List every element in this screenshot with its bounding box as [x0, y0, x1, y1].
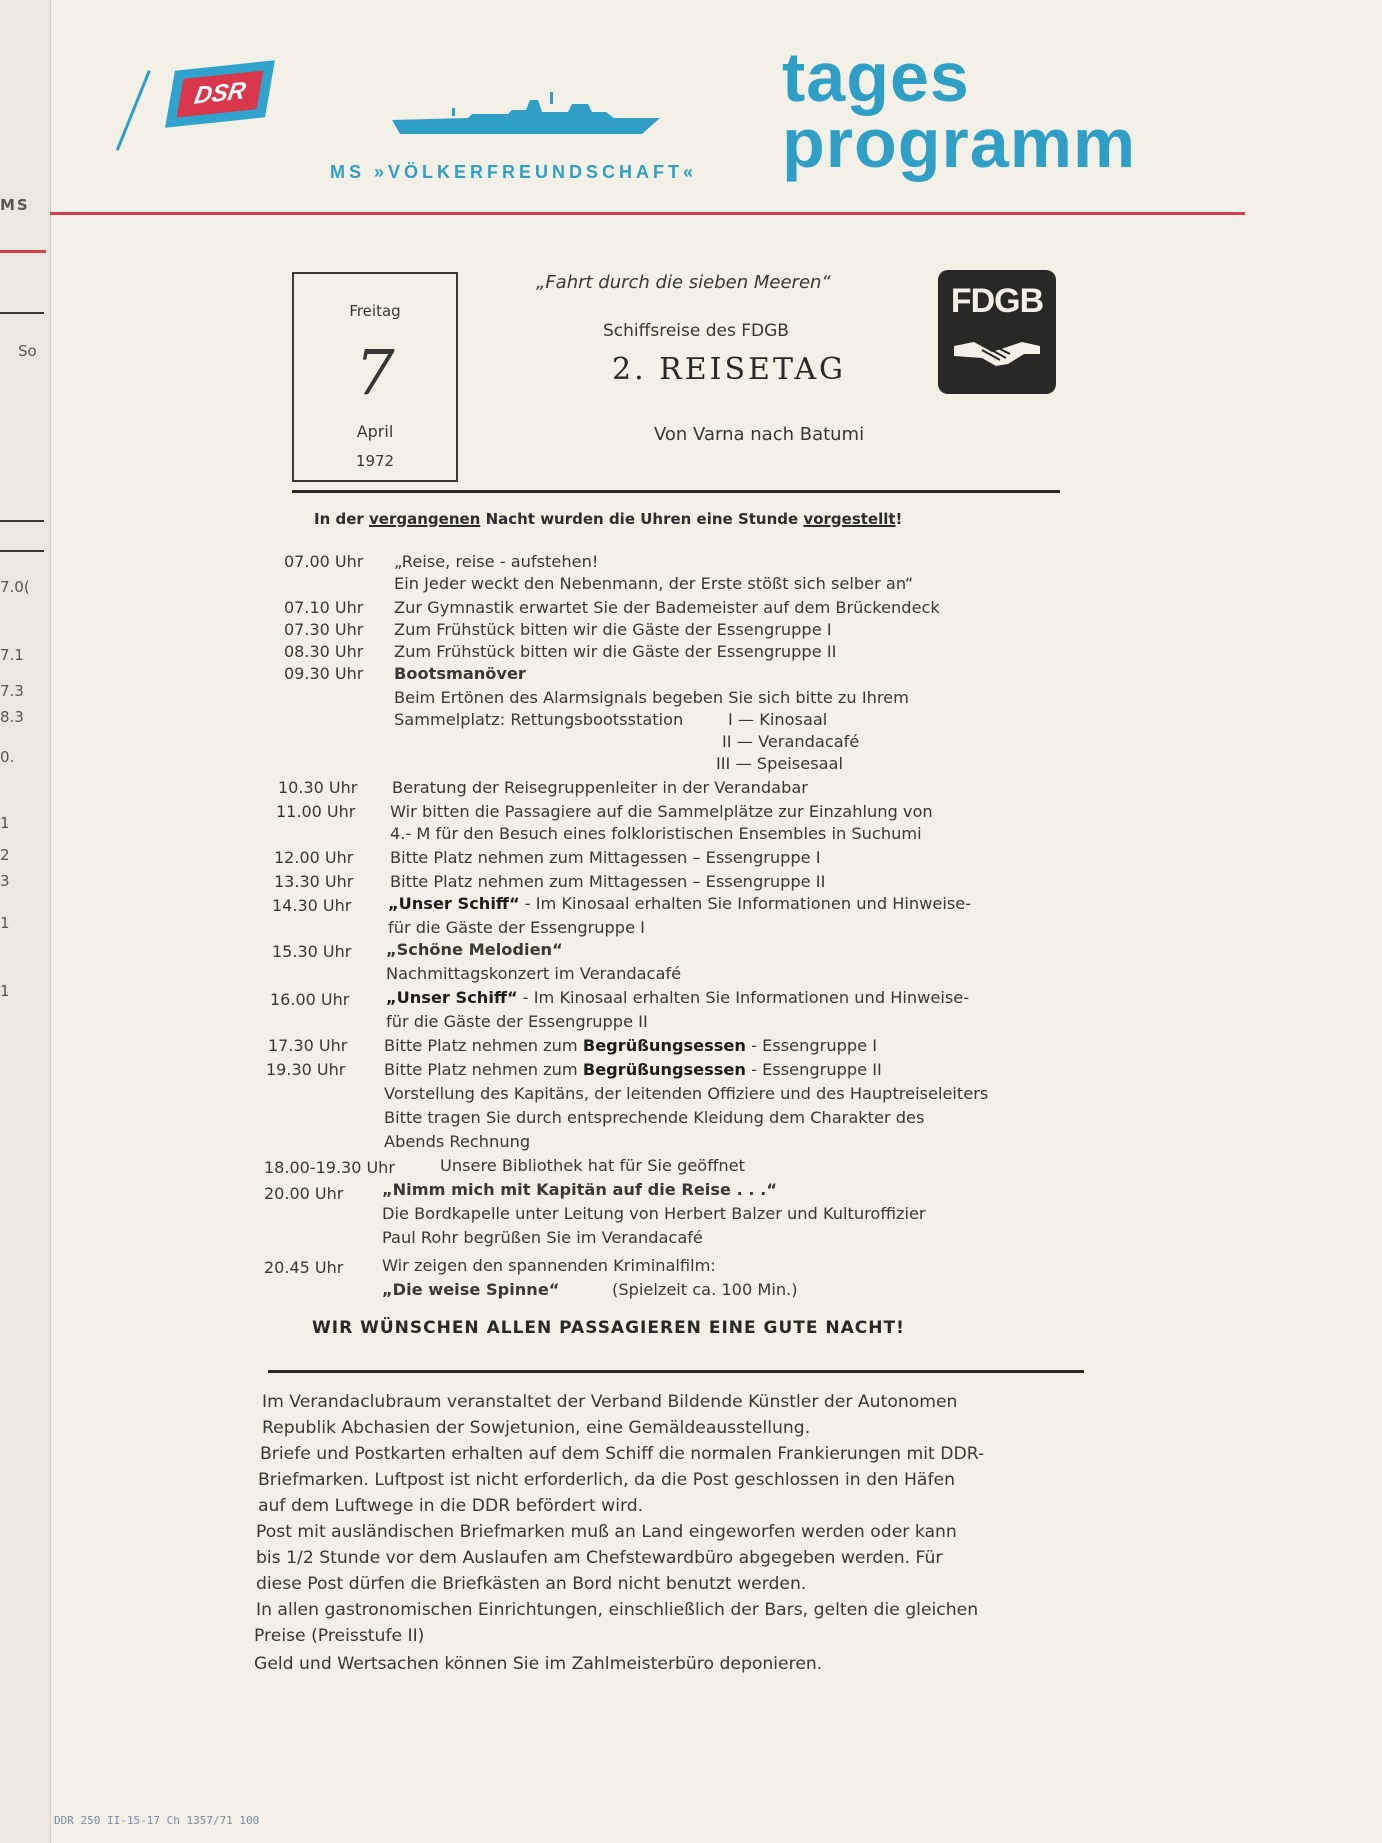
date-box: [292, 272, 458, 482]
event-text: Zum Frühstück bitten wir die Gäste der Essengruppe II: [394, 642, 837, 661]
flag-pole: [116, 70, 151, 151]
info-line: Republik Abchasien der Sowjetunion, eine Gemäldeausstellung.: [262, 1418, 811, 1438]
event-time: 14.30 Uhr: [272, 896, 352, 915]
event-text: Paul Rohr begrüßen Sie im Verandacafé: [382, 1228, 703, 1247]
info-line: bis 1/2 Stunde vor dem Auslaufen am Chefstewardbüro abgegeben werden. Für: [256, 1548, 943, 1568]
event-time: 19.30 Uhr: [266, 1060, 346, 1079]
event-text: Zur Gymnastik erwartet Sie der Bademeister auf dem Brückendeck: [394, 598, 940, 617]
trip-subtitle: Schiffsreise des FDGB: [603, 321, 789, 341]
date-weekday: Freitag: [349, 302, 401, 320]
event-text: „Reise, reise - aufstehen!: [394, 552, 599, 571]
event-text: Unsere Bibliothek hat für Sie geöffnet: [440, 1156, 745, 1175]
event-time: 07.10 Uhr: [284, 598, 364, 617]
date-month: April: [356, 422, 394, 441]
event-time: 20.45 Uhr: [264, 1258, 344, 1277]
event-text: III — Speisesaal: [716, 754, 843, 773]
handshake-icon: [952, 332, 1042, 372]
event-title: „Nimm mich mit Kapitän auf die Reise . . .“: [382, 1180, 777, 1199]
info-line: Im Verandaclubraum veranstaltet der Verband Bildende Künstler der Autonomen: [262, 1392, 958, 1412]
event-time: 08.30 Uhr: [284, 642, 364, 661]
ship-icon: [392, 90, 662, 142]
event-text: Bitte Platz nehmen zum Mittagessen – Essengruppe I: [390, 848, 821, 867]
event-text-part: Bitte Platz nehmen zum: [384, 1036, 583, 1055]
event-text: Bitte tragen Sie durch entsprechende Kleidung dem Charakter des: [384, 1108, 925, 1127]
event-title: „Unser Schiff“: [388, 894, 520, 913]
event-text: für die Gäste der Essengruppe II: [386, 1012, 648, 1031]
event-text: Beratung der Reisegruppenleiter in der Verandabar: [392, 778, 808, 797]
info-line: Briefe und Postkarten erhalten auf dem Schiff die normalen Frankierungen mit DDR-: [260, 1444, 985, 1464]
clock-notice-part: In der: [314, 510, 370, 528]
event-text: 4.- M für den Besuch eines folkloristischen Ensembles in Suchumi: [390, 824, 922, 843]
left-rule: [0, 312, 44, 314]
event-text: Sammelplatz: Rettungsbootsstation: [394, 710, 684, 729]
left-fragment-text: 3: [0, 872, 10, 890]
event-text: [386, 988, 969, 1007]
event-text: Die Bordkapelle unter Leitung von Herbert Balzer und Kulturoffizier: [382, 1204, 926, 1223]
left-fragment-text: 7.1: [0, 646, 24, 664]
event-text-part: - Im Kinosaal erhalten Sie Informationen und Hinweise-: [517, 988, 970, 1007]
event-time: 07.00 Uhr: [284, 552, 364, 571]
event-text: Ein Jeder weckt den Nebenmann, der Erste stößt sich selber an“: [394, 574, 914, 593]
info-line: auf dem Luftwege in die DDR befördert wird.: [258, 1496, 644, 1516]
left-page-fragment: [0, 0, 51, 1843]
event-time: 11.00 Uhr: [276, 802, 356, 821]
event-text: I — Kinosaal: [728, 710, 828, 729]
event-time: 15.30 Uhr: [272, 942, 352, 961]
info-line: Post mit ausländischen Briefmarken muß an Land eingeworfen werden oder kann: [256, 1522, 957, 1542]
info-line: diese Post dürfen die Briefkästen an Bord nicht benutzt werden.: [256, 1574, 807, 1594]
clock-notice-part: !: [895, 510, 903, 528]
event-title: „Schöne Melodien“: [386, 940, 563, 959]
event-time: 18.00-19.30 Uhr: [264, 1158, 395, 1177]
trip-route: Von Varna nach Batumi: [654, 424, 865, 445]
event-text: II — Verandacafé: [722, 732, 860, 751]
event-text: Vorstellung des Kapitäns, der leitenden Offiziere und des Hauptreiseleiters: [384, 1084, 989, 1103]
event-text: Zum Frühstück bitten wir die Gäste der Essengruppe I: [394, 620, 832, 639]
dsr-flag-text: DSR: [177, 70, 264, 117]
left-fragment-text: 7.0(: [0, 578, 30, 596]
clock-notice: [314, 510, 902, 528]
clock-notice-underlined: vergangenen: [369, 510, 481, 528]
event-time: 13.30 Uhr: [274, 872, 354, 891]
goodnight-message: WIR WÜNSCHEN ALLEN PASSAGIEREN EINE GUTE NACHT!: [312, 1318, 905, 1338]
event-time: 07.30 Uhr: [284, 620, 364, 639]
event-title: Begrüßungsessen: [582, 1036, 746, 1055]
event-title: „Die weise Spinne“: [382, 1280, 560, 1299]
left-fragment-text: 0.: [0, 748, 15, 766]
date-year: 1972: [355, 452, 395, 470]
clock-notice-underlined: vorgestellt: [803, 510, 896, 528]
left-fragment-text: So: [18, 342, 37, 360]
header-red-rule: [50, 212, 1245, 215]
event-title: Begrüßungsessen: [582, 1060, 746, 1079]
trip-motto: „Fahrt durch die sieben Meeren“: [536, 272, 831, 293]
left-fragment-text: MS: [0, 196, 30, 214]
event-text: [384, 1060, 882, 1079]
left-fragment-text: 7.3: [0, 682, 24, 700]
left-fragment-text: 2: [0, 846, 10, 864]
event-text: Beim Ertönen des Alarmsignals begeben Sie sich bitte zu Ihrem: [394, 688, 909, 707]
event-text-part: - Essengruppe II: [745, 1060, 882, 1079]
info-line: Geld und Wertsachen können Sie im Zahlmeisterbüro deponieren.: [254, 1654, 823, 1674]
event-text: (Spielzeit ca. 100 Min.): [612, 1280, 798, 1299]
fdgb-logo-text: FDGB: [950, 282, 1044, 320]
date-day: 7: [355, 336, 395, 409]
event-text-part: - Im Kinosaal erhalten Sie Informationen und Hinweise-: [519, 894, 972, 913]
event-title: „Unser Schiff“: [386, 988, 518, 1007]
event-time: 09.30 Uhr: [284, 664, 364, 683]
event-text: Nachmittagskonzert im Verandacafé: [386, 964, 682, 983]
left-fragment-text: 8.3: [0, 708, 24, 726]
event-time: 12.00 Uhr: [274, 848, 354, 867]
page-title-line2: programm: [782, 104, 1137, 182]
event-text-part: - Essengruppe I: [745, 1036, 878, 1055]
left-fragment-text: 1: [0, 982, 10, 1000]
separator-rule: [292, 490, 1060, 493]
event-text: [384, 1036, 877, 1055]
info-line: Briefmarken. Luftpost ist nicht erforderlich, da die Post geschlossen in den Häfen: [258, 1470, 955, 1490]
event-text: [388, 894, 971, 913]
event-text: Bitte Platz nehmen zum Mittagessen – Essengruppe II: [390, 872, 826, 891]
event-title: Bootsmanöver: [394, 664, 526, 683]
left-rule: [0, 520, 44, 522]
event-time: 16.00 Uhr: [270, 990, 350, 1009]
left-fragment-text: 1: [0, 814, 10, 832]
left-fragment-text: 1: [0, 914, 10, 932]
separator-rule: [268, 1370, 1084, 1373]
event-text: Abends Rechnung: [384, 1132, 531, 1151]
dsr-flag-logo: [165, 60, 275, 128]
ship-name: MS »VÖLKERFREUNDSCHAFT«: [330, 162, 698, 182]
info-line: In allen gastronomischen Einrichtungen, einschließlich der Bars, gelten die gleichen: [256, 1600, 979, 1620]
event-time: 10.30 Uhr: [278, 778, 358, 797]
event-text: Wir bitten die Passagiere auf die Sammelplätze zur Einzahlung von: [390, 802, 933, 821]
page-title-line1: tages: [782, 38, 970, 116]
trip-day-label: 2. REISETAG: [612, 352, 846, 387]
event-time: 17.30 Uhr: [268, 1036, 348, 1055]
clock-notice-part: Nacht wurden die Uhren eine Stunde: [480, 510, 804, 528]
info-line: Preise (Preisstufe II): [254, 1626, 425, 1646]
event-text: Wir zeigen den spannenden Kriminalfilm:: [382, 1256, 716, 1275]
left-rule: [0, 550, 44, 552]
print-code: DDR 250 II-15-17 Ch 1357/71 100: [54, 1814, 260, 1827]
event-text-part: Bitte Platz nehmen zum: [384, 1060, 583, 1079]
page-title: [782, 38, 1137, 182]
event-time: 20.00 Uhr: [264, 1184, 344, 1203]
left-red-rule: [0, 250, 46, 253]
fdgb-logo: [938, 270, 1056, 394]
event-text: für die Gäste der Essengruppe I: [388, 918, 645, 937]
